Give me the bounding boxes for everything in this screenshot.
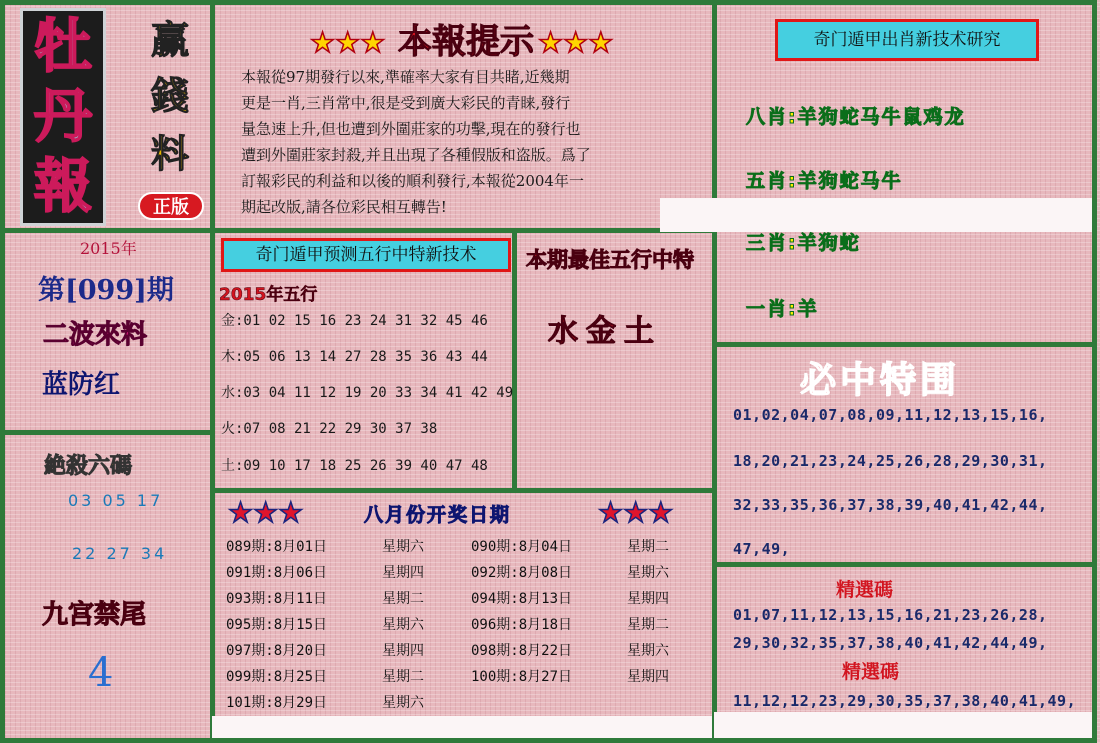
zodiac-line: 八肖:羊狗蛇马牛鼠鸡龙	[746, 106, 966, 128]
notice-line: 期起改版,請各位彩民相互轉告!	[241, 198, 447, 216]
scan-strip	[660, 198, 1092, 232]
frame-line	[0, 430, 212, 435]
schedule-weekday: 星期二	[382, 591, 424, 607]
wuxing-row: 火:07 08 21 22 29 30 37 38	[221, 421, 438, 437]
kill-numbers: 03 05 17	[68, 491, 164, 510]
logo	[20, 8, 106, 226]
logo-char: 丹	[33, 82, 92, 150]
frame-line	[0, 738, 1097, 743]
schedule-weekday: 星期四	[627, 669, 669, 685]
zodiac-line: 一肖:羊	[746, 298, 819, 320]
wuxing-row: 木:05 06 13 14 27 28 35 36 43 44	[221, 349, 488, 365]
notice-text	[241, 64, 711, 220]
zodiac-line: 五肖:羊狗蛇马牛	[746, 170, 903, 192]
scan-strip	[212, 716, 712, 738]
schedule-date: 096期:8月18日	[471, 617, 573, 633]
special-numbers: 01,02,04,07,08,09,11,12,13,15,16,	[733, 406, 1048, 424]
genuine-badge: 正版	[138, 192, 204, 220]
wuxing-banner: 奇门遁甲预测五行中特新技术	[221, 238, 511, 272]
picks-title: 精選碼	[836, 579, 894, 601]
notice-title: 本報提示	[398, 22, 534, 62]
wuxing-title: 2015年五行	[219, 285, 318, 305]
logo-char: 牡	[33, 12, 92, 80]
schedule-weekday: 星期二	[627, 617, 669, 633]
schedule-weekday: 星期二	[627, 539, 669, 555]
special-numbers: 18,20,21,23,24,25,26,28,29,30,31,	[733, 452, 1048, 470]
schedule-weekday: 星期二	[382, 669, 424, 685]
best-value: 水金土	[548, 314, 662, 349]
schedule-date: 099期:8月25日	[226, 669, 328, 685]
issue-number: 第[099]期	[38, 275, 174, 306]
schedule-date: 093期:8月11日	[226, 591, 328, 607]
picks-title: 精選碼	[842, 661, 900, 683]
wuxing-row: 金:01 02 15 16 23 24 31 32 45 46	[221, 313, 488, 329]
tail-title: 九宫禁尾	[42, 600, 147, 630]
picks-numbers: 11,12,12,23,29,30,35,37,38,40,41,49,	[733, 692, 1077, 710]
schedule-date: 095期:8月15日	[226, 617, 328, 633]
zodiac-line: 三肖:羊狗蛇	[746, 232, 861, 254]
best-title: 本期最佳五行中特	[526, 248, 694, 272]
schedule-date: 090期:8月04日	[471, 539, 573, 555]
frame-line	[714, 562, 1094, 567]
schedule-date: 101期:8月29日	[226, 695, 328, 711]
notice-line: 本報從97期發行以來,準確率大家有目共睹,近幾期	[241, 68, 570, 86]
frame-line	[0, 0, 1097, 5]
frame-line	[212, 488, 714, 493]
side-char: 錢	[150, 73, 189, 118]
schedule-date: 092期:8月08日	[471, 565, 573, 581]
schedule-weekday: 星期六	[382, 617, 424, 633]
schedule-weekday: 星期六	[627, 643, 669, 659]
picks-numbers: 01,07,11,12,13,15,16,21,23,26,28,	[733, 606, 1048, 624]
schedule-weekday: 星期四	[382, 643, 424, 659]
side-char: 料	[150, 131, 189, 176]
frame-line	[714, 342, 1094, 347]
wave-title: 二波來料	[43, 320, 148, 350]
wuxing-row: 土:09 10 17 18 25 26 39 40 47 48	[221, 458, 488, 474]
star-icon-group: ★★★	[538, 26, 614, 59]
star-icon-group: ★★★	[310, 26, 386, 59]
kill-title: 絶殺六碼	[44, 454, 133, 479]
wuxing-row: 水:03 04 11 12 19 20 33 34 41 42 49	[221, 385, 514, 401]
schedule-title: 八月份开奖日期	[364, 504, 512, 526]
logo-char: 報	[33, 152, 92, 220]
wave-value: 蓝防红	[42, 370, 121, 400]
notice-line: 更是一肖,三肖常中,很是受到廣大彩民的青睐,發行	[241, 94, 571, 112]
kill-numbers: 22 27 34	[72, 544, 168, 563]
notice-line: 量急速上升,但也遭到外圍莊家的功擊,現在的發行也	[241, 120, 581, 138]
notice-line: 遭到外圍莊家封殺,并且出現了各種假版和盗版。爲了	[241, 146, 591, 164]
frame-line	[512, 233, 517, 490]
star-icon-group: ★★★	[228, 496, 304, 529]
scan-strip	[714, 712, 1092, 738]
schedule-date: 089期:8月01日	[226, 539, 328, 555]
schedule-weekday: 星期六	[382, 539, 424, 555]
schedule-date: 100期:8月27日	[471, 669, 573, 685]
special-title: 必中特围	[800, 360, 961, 401]
star-icon-group: ★★★	[598, 496, 674, 529]
schedule-date: 094期:8月13日	[471, 591, 573, 607]
zodiac-banner: 奇门遁甲出肖新技术研究	[775, 19, 1039, 61]
special-numbers: 32,33,35,36,37,38,39,40,41,42,44,	[733, 496, 1048, 514]
frame-line	[0, 228, 715, 233]
notice-line: 訂報彩民的利益和以後的順利發行,本報從2004年一	[241, 172, 584, 190]
frame-line	[0, 0, 5, 743]
tail-value: 4	[88, 650, 114, 696]
special-numbers: 47,49,	[733, 540, 791, 558]
year-label: 2015年	[80, 239, 137, 258]
schedule-date: 097期:8月20日	[226, 643, 328, 659]
frame-line	[210, 0, 215, 743]
schedule-weekday: 星期四	[382, 565, 424, 581]
schedule-weekday: 星期六	[627, 565, 669, 581]
schedule-weekday: 星期六	[382, 695, 424, 711]
picks-numbers: 29,30,32,35,37,38,40,41,42,44,49,	[733, 634, 1048, 652]
schedule-weekday: 星期四	[627, 591, 669, 607]
schedule-date: 091期:8月06日	[226, 565, 328, 581]
frame-line	[712, 0, 717, 743]
side-char: 赢	[150, 17, 189, 62]
frame-line	[1092, 0, 1097, 743]
schedule-date: 098期:8月22日	[471, 643, 573, 659]
